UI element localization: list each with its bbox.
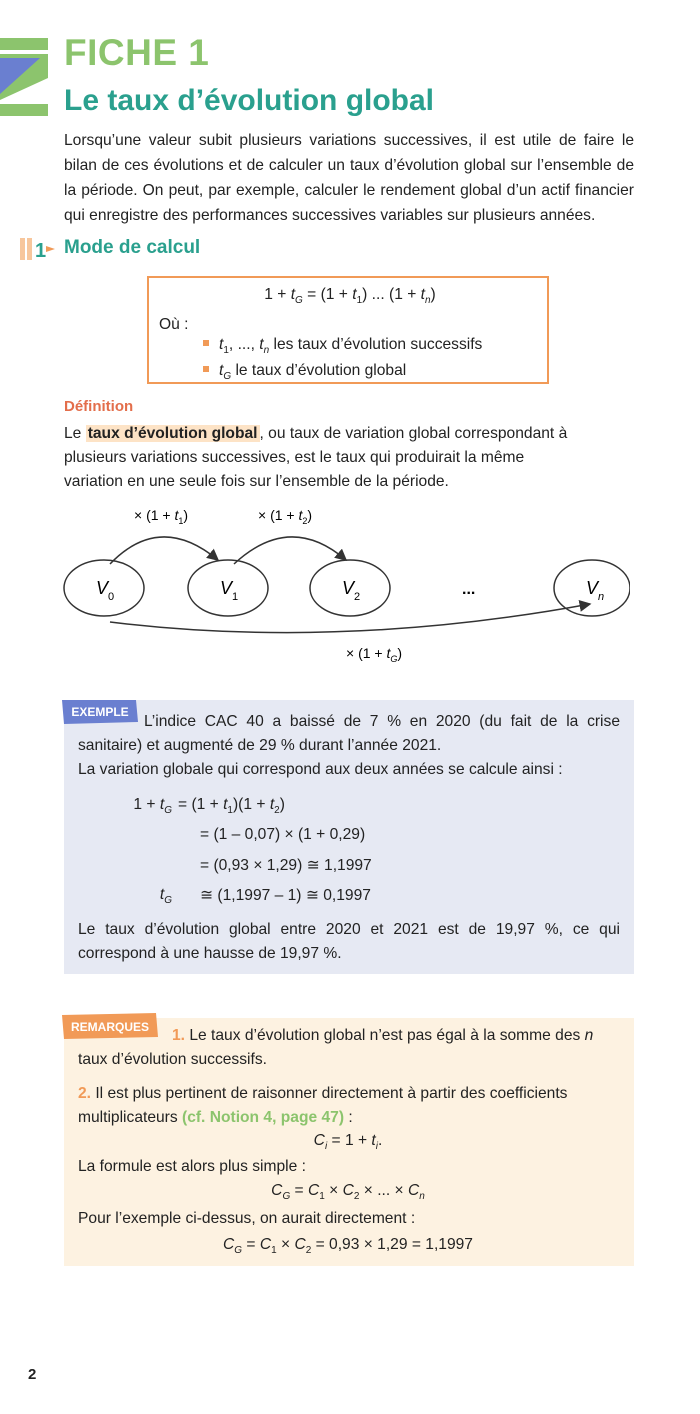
svg-text:V1: $V_1$	[220, 578, 239, 603]
bullet-square-icon	[203, 340, 209, 346]
section-number: 1	[35, 240, 47, 262]
evolution-diagram	[60, 500, 630, 670]
fiche-label: FICHE 1	[64, 32, 210, 73]
svg-text:V0: $V_0$	[96, 578, 115, 603]
arrow-v1-v2	[234, 537, 346, 564]
page-title: Le taux d’évolution global	[64, 84, 435, 117]
example-text-2: La variation globale qui correspond aux deux années se calcule ainsi :	[78, 761, 563, 778]
svg-text:REMARQUES: REMARQUES	[70, 1020, 150, 1034]
formula-box	[147, 276, 549, 384]
remark-1: 1. Le taux d’évolution global n’est pas égal à la somme des n taux d’évolution successifs.	[78, 1027, 594, 1068]
svg-text:Vn: $V_n$	[586, 578, 605, 603]
svg-text:× (1 + t2): × $(1 + t_2)$	[258, 507, 313, 526]
svg-text:EXEMPLE: EXEMPLE	[71, 705, 129, 719]
svg-text:V2: $V_2$	[342, 578, 361, 603]
calc-rhs-1: = $(1 + t_1)(1 + t_2)$	[178, 796, 285, 817]
intro-paragraph: Lorsqu’une valeur subit plusieurs variations successives, il est utile de faire le bilan de ces évolutions et de calculer un taux d’évolution global sur l’ensemble de la période. On peut, par exemple, calculer le rendement global d’un actif financier qui enregistre des performances successives variables sur plusieurs années.	[64, 132, 634, 224]
formula-cg-values: $C_G = C_1 \times C_2 = 0,93 \times 1,29 = 1,1997$	[223, 1236, 473, 1257]
diagram-ellipsis: ...	[462, 581, 476, 598]
remark-formula-simpler: La formule est alors plus simple :	[78, 1158, 306, 1175]
notion-reference: (cf. Notion 4, page 47)	[182, 1109, 345, 1126]
section-arrow-icon	[20, 236, 56, 262]
ou-label: Où :	[159, 316, 189, 333]
formula-main: $1 + t_G = (1 + t_1)$ ... $(1 + t_n)$	[264, 286, 436, 307]
formula-cg: $C_G = C_1 \times C_2$ × ... × $C_n$	[271, 1182, 425, 1203]
definition-title: Définition	[64, 398, 134, 415]
formula-ci: $C_i = 1 + t_i$.	[313, 1132, 383, 1153]
remark-2: 2. Il est plus pertinent de raisonner directement à partir des coefficients multiplicateurs (cf. Notion 4, page 47) :	[78, 1085, 568, 1126]
calc-rhs-3: = (0,93 × 1,29) ≅ 1,1997	[200, 857, 372, 874]
calc-lhs-4: $t_G$	[159, 886, 172, 907]
bullet-square-icon	[203, 366, 209, 372]
arrow-v0-vn	[110, 604, 590, 633]
page-number: 2	[28, 1366, 37, 1383]
calc-rhs-4: ≅ (1,1997 – 1) ≅ 0,1997	[200, 887, 371, 904]
bullet-item: $t_G$ le taux d’évolution global	[203, 362, 406, 382]
definition-text: Le taux d’évolution global , ou taux de variation global correspondant à plusieurs variations successives, est le taux qui produirait la même variation en une seule fois sur l’ensemble de la période.	[64, 425, 568, 490]
section-title: Mode de calcul	[64, 237, 201, 258]
bullet-item: $t_1$, ..., $t_n$ les taux d’évolution successifs	[203, 336, 482, 356]
remark-example-intro: Pour l’exemple ci-dessus, on aurait directement :	[78, 1210, 416, 1227]
calc-rhs-2: = (1 – 0,07) × (1 + 0,29)	[200, 826, 366, 843]
calc-lhs-1: $1 + t_G$	[133, 796, 172, 817]
arrow-v0-v1	[110, 537, 218, 564]
highlight-term: taux d’évolution global	[87, 425, 258, 442]
svg-text:× (1 + t1): × $(1 + t_1)$	[134, 507, 189, 526]
svg-text:× (1 + tG): × $(1 + t_G)$	[346, 645, 403, 664]
fiche-chevron-icon	[0, 38, 48, 116]
example-text-1: L’indice CAC 40 a baissé de 7 % en 2020 (du fait de la crise sanitaire) et augmenté de 29 % durant l’année 2021.	[78, 713, 620, 754]
example-conclusion: Le taux d’évolution global entre 2020 et 2021 est de 19,97 %, ce qui correspond à une hausse de 19,97 %.	[78, 921, 620, 962]
